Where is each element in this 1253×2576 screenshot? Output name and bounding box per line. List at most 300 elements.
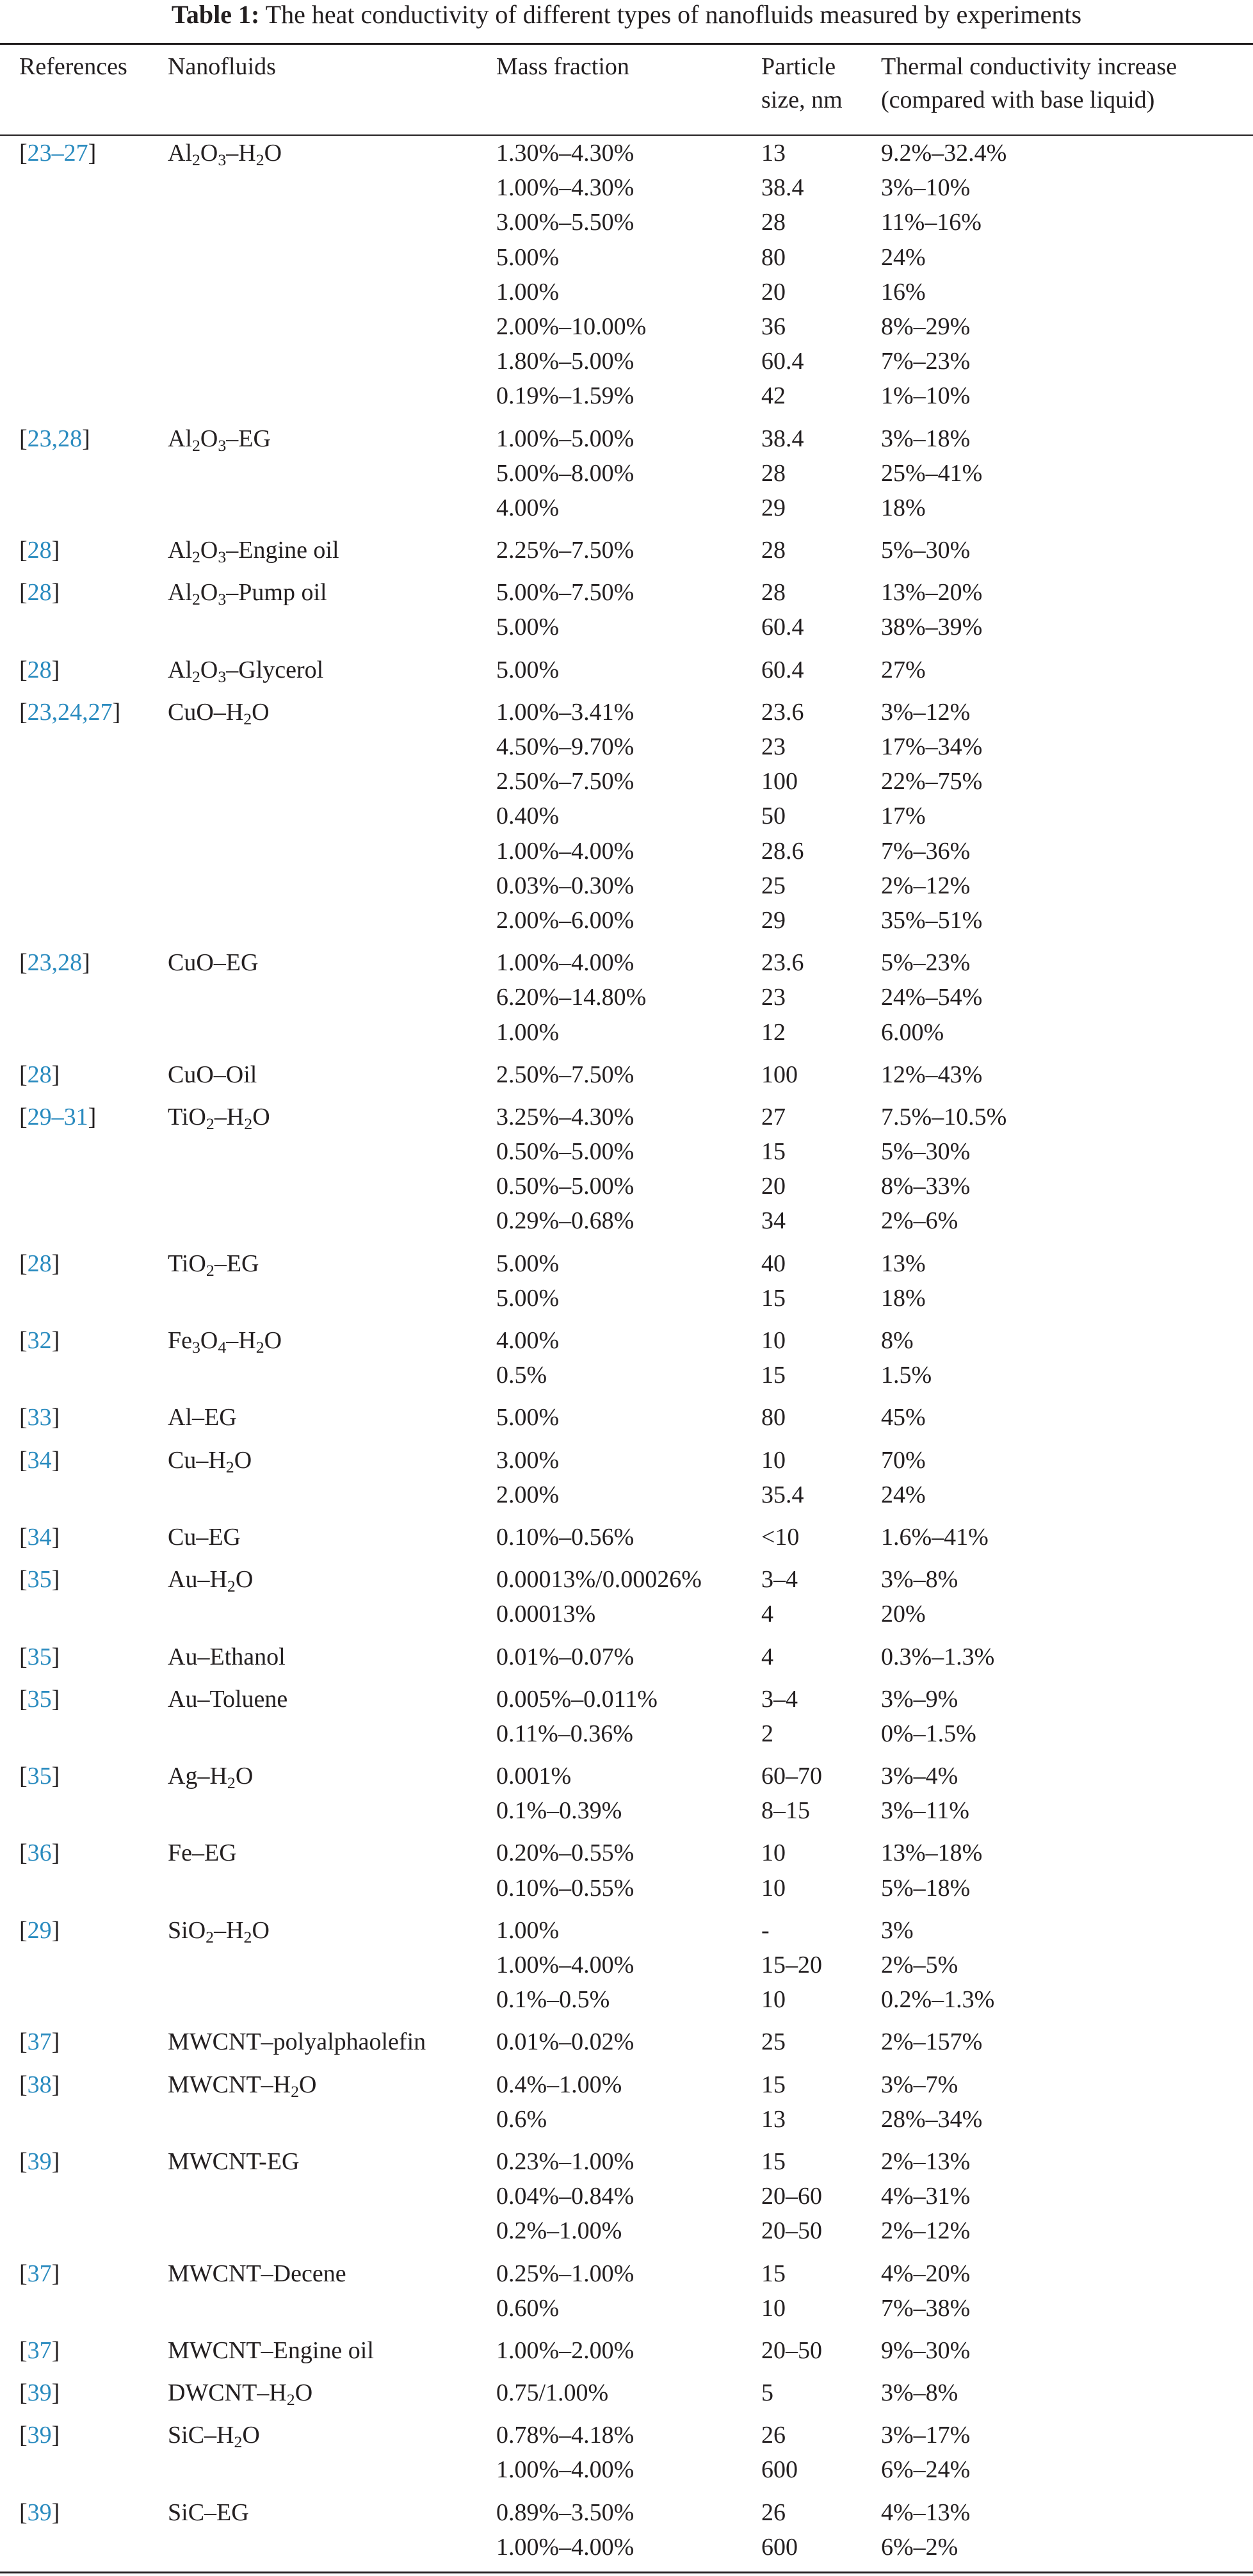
table-row — [0, 533, 1253, 567]
reference-link[interactable]: 36 — [27, 1839, 52, 1867]
reference-link[interactable]: 28 — [27, 537, 52, 564]
reference-cell: [23,28] — [19, 425, 90, 452]
particle-size-cell: 15 — [761, 2148, 786, 2175]
nanofluid-cell: SiC–EG — [168, 2499, 249, 2526]
table-caption — [0, 0, 1253, 38]
conductivity-increase-cell: 35%–51% — [881, 906, 983, 934]
nanofluid-cell: CuO–$H_2O$ — [168, 698, 270, 729]
table-row — [0, 2495, 1253, 2530]
particle-size-cell: 20–50 — [761, 2217, 822, 2245]
reference-link[interactable]: 35 — [27, 1685, 52, 1713]
mass-fraction-cell: 4.00% — [496, 494, 560, 521]
mass-fraction-cell: 1.00%–2.00% — [496, 2336, 635, 2364]
particle-size-cell: 34 — [761, 1207, 786, 1235]
particle-size-cell: 23 — [761, 733, 786, 760]
mass-fraction-cell: 0.25%–1.00% — [496, 2260, 635, 2287]
table-row — [0, 309, 1253, 344]
reference-link[interactable]: 39 — [27, 2148, 52, 2175]
mass-fraction-cell: 0.19%–1.59% — [496, 382, 635, 410]
mass-fraction-cell: 0.1%–0.39% — [496, 1797, 622, 1825]
table-row — [0, 2025, 1253, 2059]
mass-fraction-cell: 0.50%–5.00% — [496, 1173, 635, 1200]
particle-size-cell: 600 — [761, 2456, 798, 2484]
reference-link[interactable]: 37 — [27, 2336, 52, 2364]
mass-fraction-cell: 1.00%–4.00% — [496, 949, 635, 977]
mass-fraction-cell: 0.001% — [496, 1763, 572, 1790]
table-row — [0, 1759, 1253, 1793]
mass-fraction-cell: 1.00%–5.00% — [496, 425, 635, 452]
reference-link[interactable]: 33 — [27, 1404, 52, 1431]
nanofluid-cell: MWCNT–$H_2O$ — [168, 2071, 317, 2101]
particle-size-cell: 20–50 — [761, 2336, 822, 2364]
table-row — [0, 1982, 1253, 2017]
conductivity-increase-cell: 6.00% — [881, 1018, 944, 1046]
mass-fraction-cell: 0.75/1.00% — [496, 2379, 609, 2407]
particle-size-cell: 3–4 — [761, 1685, 798, 1713]
table-row — [0, 275, 1253, 309]
reference-link[interactable]: 23,28 — [27, 425, 83, 452]
table-row — [0, 1478, 1253, 1512]
conductivity-increase-cell: 3%–10% — [881, 174, 971, 202]
conductivity-increase-cell: 2%–5% — [881, 1952, 958, 1978]
reference-link[interactable]: 39 — [27, 2379, 52, 2407]
mass-fraction-cell: 5.00% — [496, 243, 560, 271]
reference-link[interactable]: 39 — [27, 2422, 52, 2449]
reference-link[interactable]: 37 — [27, 2260, 52, 2287]
table-group — [0, 1913, 1253, 2018]
table-row — [0, 1281, 1253, 1316]
conductivity-increase-cell: 3%–17% — [881, 2422, 971, 2449]
particle-size-cell: - — [761, 1916, 770, 1944]
particle-size-cell: 100 — [761, 768, 798, 795]
nanofluid-cell: DWCNT–$H_2O$ — [168, 2379, 313, 2409]
conductivity-increase-cell: 3% — [881, 1916, 914, 1944]
header-particle-size-line2: size, nm — [761, 86, 843, 113]
table-header — [0, 46, 1253, 133]
mass-fraction-cell: 0.005%–0.011% — [496, 1685, 658, 1713]
table-group — [0, 2376, 1253, 2410]
reference-cell: [35] — [19, 1566, 60, 1594]
particle-size-cell: 25 — [761, 2028, 786, 2056]
reference-cell: [37] — [19, 2260, 60, 2287]
conductivity-increase-cell: 3%–12% — [881, 698, 971, 726]
particle-size-cell: 28 — [761, 209, 786, 236]
reference-cell: [28] — [19, 1061, 60, 1088]
table-row — [0, 2333, 1253, 2368]
mass-fraction-cell: 0.29%–0.68% — [496, 1207, 635, 1235]
table-row — [0, 2067, 1253, 2102]
particle-size-cell: 10 — [761, 1327, 786, 1354]
reference-link[interactable]: 23–27 — [27, 140, 88, 167]
reference-link[interactable]: 37 — [27, 2028, 52, 2056]
table-group — [0, 2333, 1253, 2368]
top-rule — [0, 43, 1253, 45]
reference-link[interactable]: 34 — [27, 1446, 52, 1474]
mass-fraction-cell: 0.10%–0.56% — [496, 1523, 635, 1551]
table-row — [0, 2179, 1253, 2213]
conductivity-increase-cell: 11%–16% — [881, 209, 982, 236]
table-row — [0, 903, 1253, 938]
particle-size-cell: 4 — [761, 1643, 773, 1670]
conductivity-increase-cell: 3%–7% — [881, 2071, 958, 2098]
mass-fraction-cell: 2.50%–7.50% — [496, 1061, 635, 1088]
reference-link[interactable]: 28 — [27, 579, 52, 607]
conductivity-increase-cell: 17%–34% — [881, 733, 983, 760]
conductivity-increase-cell: 45% — [881, 1404, 926, 1431]
particle-size-cell: 10 — [761, 1446, 786, 1474]
reference-link[interactable]: 35 — [27, 1763, 52, 1790]
table-group — [0, 1100, 1253, 1239]
table-row — [0, 1203, 1253, 1238]
particle-size-cell: 36 — [761, 313, 786, 340]
header-particle-size — [761, 50, 843, 117]
table-group — [0, 2067, 1253, 2137]
particle-size-cell: 38.4 — [761, 174, 804, 202]
conductivity-increase-cell: 0%–1.5% — [881, 1720, 976, 1747]
particle-size-cell: 20–60 — [761, 2183, 822, 2210]
mass-fraction-cell: 2.00% — [496, 1481, 560, 1508]
mass-fraction-cell: 4.00% — [496, 1327, 560, 1354]
particle-size-cell: 28 — [761, 459, 786, 487]
reference-cell: [37] — [19, 2336, 60, 2364]
particle-size-cell: 60–70 — [761, 1763, 822, 1790]
particle-size-cell: 13 — [761, 2105, 786, 2133]
mass-fraction-cell: 0.6% — [496, 2105, 547, 2133]
mass-fraction-cell: 1.30%–4.30% — [496, 140, 635, 167]
reference-link[interactable]: 28 — [27, 1250, 52, 1277]
conductivity-increase-cell: 1.5% — [881, 1362, 932, 1389]
reference-link[interactable]: 34 — [27, 1523, 52, 1551]
conductivity-increase-cell: 2%–6% — [881, 1207, 958, 1235]
table-row — [0, 1836, 1253, 1870]
table-row — [0, 1057, 1253, 1092]
table-row — [0, 2530, 1253, 2564]
reference-link[interactable]: 29–31 — [27, 1103, 88, 1130]
particle-size-cell: 12 — [761, 1018, 786, 1046]
mass-fraction-cell: 5.00% — [496, 656, 560, 683]
header-mass-fraction: Mass fraction — [496, 53, 629, 80]
reference-cell: [23–27] — [19, 140, 97, 167]
conductivity-increase-cell: 5%–23% — [881, 949, 971, 977]
table-group — [0, 1640, 1253, 1674]
mass-fraction-cell: 0.78%–4.18% — [496, 2422, 635, 2449]
reference-link[interactable]: 35 — [27, 1643, 52, 1670]
table-row — [0, 1871, 1253, 1905]
reference-cell: [23,24,27] — [19, 698, 121, 726]
table-row — [0, 868, 1253, 903]
conductivity-increase-cell: 70% — [881, 1446, 926, 1474]
table-row — [0, 1640, 1253, 1674]
particle-size-cell: 2 — [761, 1720, 773, 1747]
table-row — [0, 575, 1253, 610]
table-group — [0, 136, 1253, 414]
table-group — [0, 1443, 1253, 1512]
mass-fraction-cell: 5.00% — [496, 614, 560, 641]
particle-size-cell: 29 — [761, 906, 786, 934]
conductivity-increase-cell: 7%–38% — [881, 2294, 971, 2322]
reference-link[interactable]: 35 — [27, 1566, 52, 1594]
mass-fraction-cell: 1.00%–4.00% — [496, 2533, 635, 2561]
conductivity-increase-cell: 2%–157% — [881, 2028, 983, 2056]
reference-cell: [35] — [19, 1643, 60, 1670]
mass-fraction-cell: 0.40% — [496, 803, 560, 830]
nanofluid-cell: $Au-H_2O$ — [168, 1566, 254, 1596]
reference-cell: [34] — [19, 1523, 60, 1551]
mass-fraction-cell: 6.20%–14.80% — [496, 984, 647, 1011]
particle-size-cell: 23 — [761, 984, 786, 1011]
mass-fraction-cell: 0.23%–1.00% — [496, 2148, 635, 2175]
table-row — [0, 1169, 1253, 1203]
conductivity-increase-cell: 4%–13% — [881, 2499, 971, 2526]
table-row — [0, 456, 1253, 491]
table-group — [0, 1682, 1253, 1751]
particle-size-cell: 15 — [761, 1362, 786, 1389]
conductivity-increase-cell: 13% — [881, 1250, 926, 1277]
particle-size-cell: 4 — [761, 1601, 773, 1628]
reference-link[interactable]: 23,24,27 — [27, 698, 113, 726]
table-group — [0, 533, 1253, 567]
particle-size-cell: 40 — [761, 1250, 786, 1277]
reference-link[interactable]: 23,28 — [27, 949, 83, 977]
table-row — [0, 1913, 1253, 1948]
particle-size-cell: 23.6 — [761, 698, 804, 726]
conductivity-increase-cell: 22%–75% — [881, 768, 983, 795]
particle-size-cell: 27 — [761, 1103, 786, 1130]
reference-link[interactable]: 39 — [27, 2499, 52, 2526]
conductivity-increase-cell: 9%–30% — [881, 2336, 971, 2364]
nanofluid-cell: CuO–EG — [168, 949, 259, 977]
table-row — [0, 799, 1253, 833]
table-row — [0, 344, 1253, 379]
table-row — [0, 1597, 1253, 1631]
particle-size-cell: <10 — [761, 1523, 800, 1551]
mass-fraction-cell: 5.00% — [496, 1250, 560, 1277]
reference-link[interactable]: 28 — [27, 1061, 52, 1088]
table-row — [0, 1562, 1253, 1597]
table-group — [0, 1323, 1253, 1392]
table-group — [0, 1400, 1253, 1435]
table-row — [0, 610, 1253, 644]
conductivity-increase-cell: 4%–31% — [881, 2183, 971, 2210]
conductivity-increase-cell: 7%–23% — [881, 348, 971, 375]
table-group — [0, 1057, 1253, 1092]
nanofluid-cell: $Al_2O_3$–Engine oil — [168, 537, 339, 567]
mass-fraction-cell: 3.00%–5.50% — [496, 209, 635, 236]
particle-size-cell: 10 — [761, 1839, 786, 1867]
nanofluid-cell: $TiO_2-H_2O$ — [168, 1103, 270, 1134]
mass-fraction-cell: 2.00%–6.00% — [496, 906, 635, 934]
nanofluid-cell: MWCNT–Engine oil — [168, 2336, 374, 2364]
reference-cell: [37] — [19, 2028, 60, 2056]
bottom-rule — [0, 2572, 1253, 2573]
mass-fraction-cell: 1.00%–3.41% — [496, 698, 635, 726]
table-group — [0, 945, 1253, 1050]
table-row — [0, 170, 1253, 205]
table-row — [0, 421, 1253, 456]
mass-fraction-cell: 1.00% — [496, 278, 560, 306]
conductivity-increase-cell: 3%–9% — [881, 1685, 958, 1713]
mass-fraction-cell: 1.00% — [496, 1916, 560, 1944]
particle-size-cell: 20 — [761, 1173, 786, 1200]
nanofluid-cell: TiO$_2$–EG — [168, 1250, 259, 1280]
conductivity-increase-cell: 16% — [881, 278, 926, 306]
conductivity-increase-cell: 9.2%–32.4% — [881, 140, 1007, 167]
particle-size-cell: 28.6 — [761, 837, 804, 865]
mass-fraction-cell: 1.00%–4.00% — [496, 837, 635, 865]
mass-fraction-cell: 0.03%–0.30% — [496, 872, 635, 899]
particle-size-cell: 15 — [761, 1284, 786, 1312]
table-row — [0, 1323, 1253, 1358]
table-row — [0, 695, 1253, 730]
mass-fraction-cell: 0.04%–0.84% — [496, 2183, 635, 2210]
table-group — [0, 695, 1253, 938]
particle-size-cell: 15–20 — [761, 1952, 822, 1978]
mass-fraction-cell: 0.00013%/0.00026% — [496, 1566, 702, 1594]
mass-fraction-cell: 1.00% — [496, 1018, 560, 1046]
particle-size-cell: 15 — [761, 2071, 786, 2098]
nanofluid-cell: MWCNT–polyalphaolefin — [168, 2028, 426, 2056]
reference-link[interactable]: 28 — [27, 656, 52, 683]
table-row — [0, 2256, 1253, 2291]
conductivity-increase-cell: 7.5%–10.5% — [881, 1103, 1007, 1130]
reference-cell: [28] — [19, 579, 60, 607]
reference-cell: [28] — [19, 656, 60, 683]
conductivity-increase-cell: 25%–41% — [881, 459, 983, 487]
particle-size-cell: 8–15 — [761, 1797, 810, 1825]
mass-fraction-cell: 0.50%–5.00% — [496, 1138, 635, 1166]
nanofluid-cell: $Al_2O_3$–Pump oil — [168, 579, 327, 609]
mass-fraction-cell: 0.89%–3.50% — [496, 2499, 635, 2526]
table-row — [0, 205, 1253, 240]
conductivity-increase-cell: 8% — [881, 1327, 914, 1354]
conductivity-increase-cell: 3%–8% — [881, 2379, 958, 2407]
table-group — [0, 1246, 1253, 1316]
particle-size-cell: 20 — [761, 278, 786, 306]
particle-size-cell: 60.4 — [761, 348, 804, 375]
particle-size-cell: 60.4 — [761, 614, 804, 641]
table-group — [0, 2256, 1253, 2326]
table-row — [0, 1134, 1253, 1169]
particle-size-cell: 10 — [761, 1986, 786, 2014]
reference-link[interactable]: 29 — [27, 1916, 52, 1944]
mass-fraction-cell: 3.00% — [496, 1446, 560, 1474]
conductivity-increase-cell: 5%–30% — [881, 1138, 971, 1166]
mass-fraction-cell: 2.00%–10.00% — [496, 313, 647, 340]
conductivity-increase-cell: 3%–4% — [881, 1763, 958, 1790]
table-row — [0, 2376, 1253, 2410]
particle-size-cell: 23.6 — [761, 949, 804, 977]
mass-fraction-cell: 0.5% — [496, 1362, 547, 1389]
table-row — [0, 945, 1253, 980]
reference-cell: [35] — [19, 1685, 60, 1713]
table-row — [0, 379, 1253, 413]
conductivity-increase-cell: 2%–12% — [881, 2217, 971, 2245]
conductivity-increase-cell: 8%–29% — [881, 313, 971, 340]
nanofluid-cell: Au–Toluene — [168, 1685, 288, 1713]
reference-cell: [28] — [19, 1250, 60, 1277]
table-row — [0, 1246, 1253, 1281]
table-row — [0, 1793, 1253, 1828]
particle-size-cell: 10 — [761, 1874, 786, 1902]
caption-label: Table 1: — [171, 0, 260, 29]
conductivity-increase-cell: 6%–24% — [881, 2456, 971, 2484]
reference-cell: [39] — [19, 2422, 60, 2449]
particle-size-cell: 3–4 — [761, 1566, 798, 1594]
particle-size-cell: 26 — [761, 2499, 786, 2526]
nanofluid-cell: $Ag-H_2O$ — [168, 1763, 254, 1793]
particle-size-cell: 80 — [761, 243, 786, 271]
table-row — [0, 2452, 1253, 2487]
particle-size-cell: 600 — [761, 2533, 798, 2561]
particle-size-cell: 38.4 — [761, 425, 804, 452]
conductivity-increase-cell: 17% — [881, 803, 926, 830]
table-row — [0, 2144, 1253, 2179]
nanofluid-cell: SiC–$H_2O$ — [168, 2422, 260, 2452]
table-row — [0, 1100, 1253, 1134]
mass-fraction-cell: 0.2%–1.00% — [496, 2217, 622, 2245]
mass-fraction-cell: 0.11%–0.36% — [496, 1720, 633, 1747]
particle-size-cell: 50 — [761, 803, 786, 830]
conductivity-increase-cell: 27% — [881, 656, 926, 683]
nanofluid-cell: $Cu-H_2O$ — [168, 1446, 252, 1476]
reference-cell: [29] — [19, 1916, 60, 1944]
nanofluid-cell: CuO–Oil — [168, 1061, 257, 1088]
table-row — [0, 2213, 1253, 2248]
table-row — [0, 2418, 1253, 2452]
table-group — [0, 2144, 1253, 2249]
table-row — [0, 834, 1253, 868]
mass-fraction-cell: 1.80%–5.00% — [496, 348, 635, 375]
conductivity-increase-cell: 3%–11% — [881, 1797, 969, 1825]
table-row — [0, 240, 1253, 275]
conductivity-increase-cell: 18% — [881, 1284, 926, 1312]
conductivity-increase-cell: 38%–39% — [881, 614, 983, 641]
table-group — [0, 2025, 1253, 2059]
header-references: References — [19, 53, 127, 80]
table-row — [0, 2102, 1253, 2137]
conductivity-increase-cell: 24% — [881, 243, 926, 271]
table-group — [0, 575, 1253, 644]
table-row — [0, 730, 1253, 764]
reference-link[interactable]: 38 — [27, 2071, 52, 2098]
table-group — [0, 653, 1253, 687]
table-group — [0, 421, 1253, 526]
header-conductivity-line2: (compared with base liquid) — [881, 86, 1155, 113]
conductivity-increase-cell: 12%–43% — [881, 1061, 983, 1088]
reference-cell: [28] — [19, 537, 60, 564]
mass-fraction-cell: 0.4%–1.00% — [496, 2071, 622, 2098]
nanofluid-cell: $SiO_2-H_2O$ — [168, 1916, 270, 1947]
particle-size-cell: 28 — [761, 537, 786, 564]
reference-cell: [38] — [19, 2071, 60, 2098]
particle-size-cell: 29 — [761, 494, 786, 521]
conductivity-increase-cell: 5%–30% — [881, 537, 971, 564]
mass-fraction-cell: 5.00% — [496, 1284, 560, 1312]
reference-cell: [23,28] — [19, 949, 90, 977]
particle-size-cell: 80 — [761, 1404, 786, 1431]
mass-fraction-cell: 0.60% — [496, 2294, 560, 2322]
conductivity-increase-cell: 28%–34% — [881, 2105, 983, 2133]
table-row — [0, 1716, 1253, 1751]
nanofluid-cell: Al–EG — [168, 1404, 237, 1431]
particle-size-cell: 28 — [761, 579, 786, 607]
header-conductivity-line1: Thermal conductivity increase — [881, 53, 1177, 80]
conductivity-increase-cell: 2%–12% — [881, 872, 971, 899]
reference-link[interactable]: 32 — [27, 1327, 52, 1354]
reference-cell: [33] — [19, 1404, 60, 1431]
mass-fraction-cell: 0.1%–0.5% — [496, 1986, 610, 2014]
reference-cell: [35] — [19, 1763, 60, 1790]
